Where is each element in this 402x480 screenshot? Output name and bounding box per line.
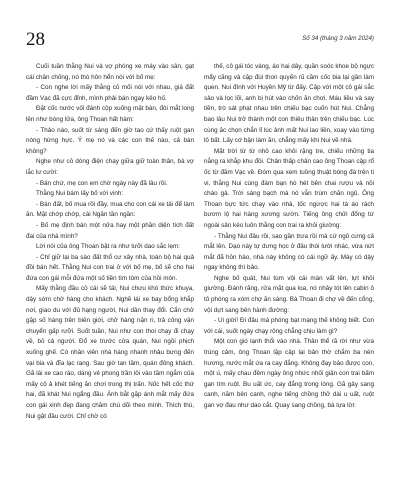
paragraph: Đặt cốc nước vối đánh cộp xuống mặt bàn, đôi mắt long lên như bóng lửa, ông Thoan hất hàm: (26, 105, 194, 123)
paragraph: - Ui giời! Đi đâu mà phóng bạt mạng thế không biết. Con với cái, suốt ngày chạy rông chẳng chịu làm gì? (204, 317, 374, 335)
paragraph: Thằng Nui bám lấy bố với vinh: (36, 190, 124, 198)
page-number: 28 (26, 29, 45, 50)
paragraph: Mặt trời từ từ nhô cao khỏi rặng tre, chiếu những tia nắng ra khắp khu đồi. Chân thấp chân cao ông Thoan cập rổ ốc từ đầm Vạc về. Đóm qua xem tuồng thuật bóng đá trên ti vi, thằng Nui cùng đám bạn hò hét bên chai rượu và nồi cháo gà. Trời sáng bạch mà nó vẫn trùm chăn ngủ. Ông Thoan bực tức chạy vào nhà, tốc ngược hai tà áo rách bươm lộ hai hàng xương sườn. Tiếng ông chửi đổng từ ngoài sân kéo luôn thằng con trai ra khỏi giường: (204, 147, 374, 229)
paragraph: thế, cô gái tóc vàng, áo hai dây, quần soóc khoe bộ ngực mẩy căng và cặp đùi thon quyến rũ cầm cốc bia lại gần làm quen. Nui đính với Huyền Mỹ từ đấy. Cặp với một cô gái sắc sảo và lọc lõi, anh bị hút vào chốn ăn chơi. Máu liều và say tiền, trò sát phạt nhau trên chiếu bạc cuốn hút Nui. Chẳng bao lâu Nui trở thành một con thiêu thân trên chiếu bạc. Lúc cùng ăc chọn chắn lỉ lúc ảnh mất Nui lao liền, xoay vào từng lô bất. Lấy cớ bận làm ăn, chẳng mấy khi Nui về nhà. (204, 63, 374, 145)
paragraph: - Bố mẹ định bán một nửa hay một phần diện tích đất đai của nhà mình? (26, 221, 194, 240)
paragraph: Nghe như cỏ dòng điện chạy giữa giữ toàn thân, bà vợ lắc lư cười: (26, 158, 194, 176)
paragraph: Nghe bố quát, Nui tùm vội cái màn vất lên, lựt khỏi giường. Đánh răng, rửa mặt qua loa, nó nhảy tót lên cabin ô tô phóng ra xóm chợ ăn sáng. Bà Thoan đi chợ về đến cổng, vội dựt sang bên hành đường: (204, 274, 374, 314)
left-column (26, 62, 194, 422)
paragraph: - Bán đất, bố mua rồi đầy, mua cho con cái xe tải để làm ăn. Mặt chớp chớp, cái Ngân tần ngần: (26, 200, 194, 219)
paragraph: Mấy thằng đầu cỏ cái sẽ tái, Nui chưu khó thức khuya, dậy sớm chờ hàng cho khách. Nghề lái xe bay bổng khắp nơi, giao du với đủ hạng người, Nui dần thay đổi. Cẩn chở gặp số hàng trên biên giới, chở hàng nặn ri, trả công vận chuyển gấp rưỡi. Suốt tuần, Nui như con thoi chạy đi chạy về, bỏ cả người. Đổ xe trước cửa quán, Nui ngồi phịch xuống ghế. Có nhân viên nhà hàng nhanh nhảu bưng đến vại bia và đĩa lạc rang. Sau giờ tan tầm, quán đông khách. Gã lái xe cao ráo, dáng vẻ phong trần lôi vào tầm ngắm của mấy cô ả khét tiếng ăn chơi trong thị trấn. Nốc hết cốc thứ hai, đã khát Nui ngẩng đầu. Ánh bắt gặp ánh mắt mấy đứa con gái xinh đẹp đang chăm chú dõi theo mình. Thích thú, Nui gật đầu cười. Chỉ chờ có (26, 285, 194, 420)
paragraph: - Con nghe lời mấy thằng cỏ mối nói với nhau, giá đất đầm Vạc đã cực đỉnh, mình phải bán ngay kẻo hố. (26, 84, 194, 102)
paragraph: Lời nói của ông Thoan bật ra như lưỡi dao sắc lẹm: (36, 243, 180, 251)
paragraph: Cuối tuần thằng Nui và vợ phóng xe máy vào sân, gạt cái chân chống, nó thò hôn hển nói với bố mẹ: (26, 63, 194, 81)
paragraph: - Thằng Nui đâu rồi, sao gần trưa rồi mà cứ ngủ cưng cả mắt lên. Dạo này tự dưng học ở đâu thói lười nhác, vừa nứt mắt đã hỏn hào, nhà này không có cái ngữ ấy. Mày có dậy ngay không thì bảo. (204, 232, 374, 272)
paragraph: - Thảo nào, suốt từ sáng đến giờ tao cứ thấy ruột gan nóng hừng hực. Ý mẹ nó và các con thế nào, cả bàn không? (26, 126, 194, 155)
page-header (26, 30, 374, 52)
paragraph: - Chỉ giữ lại ba sào đất thổ cư xây nhà, toàn bộ hai quả đồi bán hết. Thằng Nui con trai ở với bố mẹ, bố sẽ cho hai đứa con gái mỗi đứa một số tiền tìm tòm của hồi môn. (26, 253, 194, 282)
issue-info: Số 34 (tháng 3 năm 2024) (302, 35, 374, 42)
paragraph: - Bán chứ, mẹ con em chờ ngày này đã lâu rồi. (36, 179, 168, 187)
right-column (204, 62, 374, 412)
paragraph: Một con gió lạnh thổi vào nhà. Thân thể rã rời như vừa trúng cảm, ông Thoan lặp cập lại bản thờ chắm ba nén hương, nước mắt ứa ra cay đắng. Không đạy bảo được con, một ú, mấy chau đêm ngày ông nhức nhối giận con trai bấm gan tím ruột. Bu uất ức, cay đắng trong lòng. Gã gây sang canh, năm bên canh, nghe tiếng chồng thở dài u uất, ruột gan vợ đau như dao cắt. Quay sang chồng, bà lựa lời: (204, 338, 374, 409)
